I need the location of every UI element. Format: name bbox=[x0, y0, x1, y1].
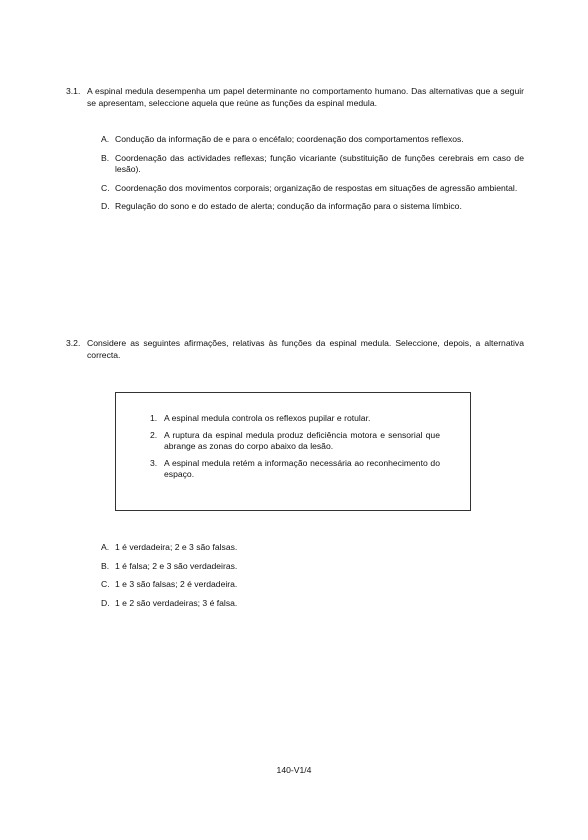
option-text: 1 é verdadeira; 2 e 3 são falsas. bbox=[115, 542, 238, 552]
option-text: 1 e 3 são falsas; 2 é verdadeira. bbox=[115, 579, 238, 589]
statement-3 bbox=[150, 458, 440, 481]
statement-text: A espinal medula controla os reflexos pupilar e rotular. bbox=[164, 413, 371, 423]
question-text: A espinal medula desempenha um papel determinante no comportamento humano. Das alternativas que a seguir se apresentam, seleccione aquela que reúne as funções da espinal medula. bbox=[87, 86, 524, 108]
option-c bbox=[101, 183, 524, 195]
option-letter: B. bbox=[101, 152, 110, 163]
statements-list bbox=[150, 413, 440, 486]
option-letter: C. bbox=[101, 182, 110, 193]
statement-number: 2. bbox=[150, 429, 158, 440]
option-letter: A. bbox=[101, 542, 110, 552]
option-a bbox=[101, 542, 524, 554]
option-text: 1 e 2 são verdadeiras; 3 é falsa. bbox=[115, 597, 238, 608]
option-c bbox=[101, 579, 524, 591]
question-number: 3.2. bbox=[66, 338, 81, 348]
option-letter: C. bbox=[101, 579, 110, 589]
option-letter: A. bbox=[101, 134, 110, 144]
statement-number: 3. bbox=[150, 457, 158, 468]
question-3-1-options bbox=[101, 134, 524, 220]
statement-text: A espinal medula retém a informação necessária ao reconhecimento do espaço. bbox=[164, 457, 440, 479]
question-3-2-options bbox=[101, 542, 524, 616]
option-d bbox=[101, 201, 524, 213]
question-3-2 bbox=[66, 338, 524, 361]
statement-1 bbox=[150, 413, 440, 425]
option-text: 1 é falsa; 2 e 3 são verdadeiras. bbox=[115, 560, 238, 571]
statement-2 bbox=[150, 430, 440, 453]
question-3-1 bbox=[66, 86, 524, 109]
option-b bbox=[101, 153, 524, 176]
option-d bbox=[101, 598, 524, 610]
statement-number: 1. bbox=[150, 413, 158, 423]
option-text: Coordenação das actividades reflexas; função vicariante (substituição de funções cerebrais em caso de lesão). bbox=[115, 152, 524, 174]
question-number: 3.1. bbox=[66, 86, 81, 96]
option-text: Coordenação dos movimentos corporais; organização de respostas em situações de agressão ambiental. bbox=[115, 182, 518, 193]
page-footer: 140-V1/4 bbox=[276, 765, 312, 775]
option-letter: D. bbox=[101, 201, 110, 211]
option-letter: D. bbox=[101, 597, 110, 608]
question-text: Considere as seguintes afirmações, relativas às funções da espinal medula. Seleccione, depois, a alternativa correcta. bbox=[87, 338, 524, 360]
option-a bbox=[101, 134, 524, 146]
statement-text: A ruptura da espinal medula produz deficiência motora e sensorial que abrange as zonas do corpo abaixo da lesão. bbox=[164, 429, 440, 451]
option-b bbox=[101, 561, 524, 573]
statements-box bbox=[115, 392, 471, 511]
option-text: Condução da informação de e para o encéfalo; coordenação dos comportamentos reflexos. bbox=[115, 134, 464, 144]
option-text: Regulação do sono e do estado de alerta; condução da informação para o sistema límbico. bbox=[115, 201, 462, 211]
option-letter: B. bbox=[101, 560, 110, 571]
